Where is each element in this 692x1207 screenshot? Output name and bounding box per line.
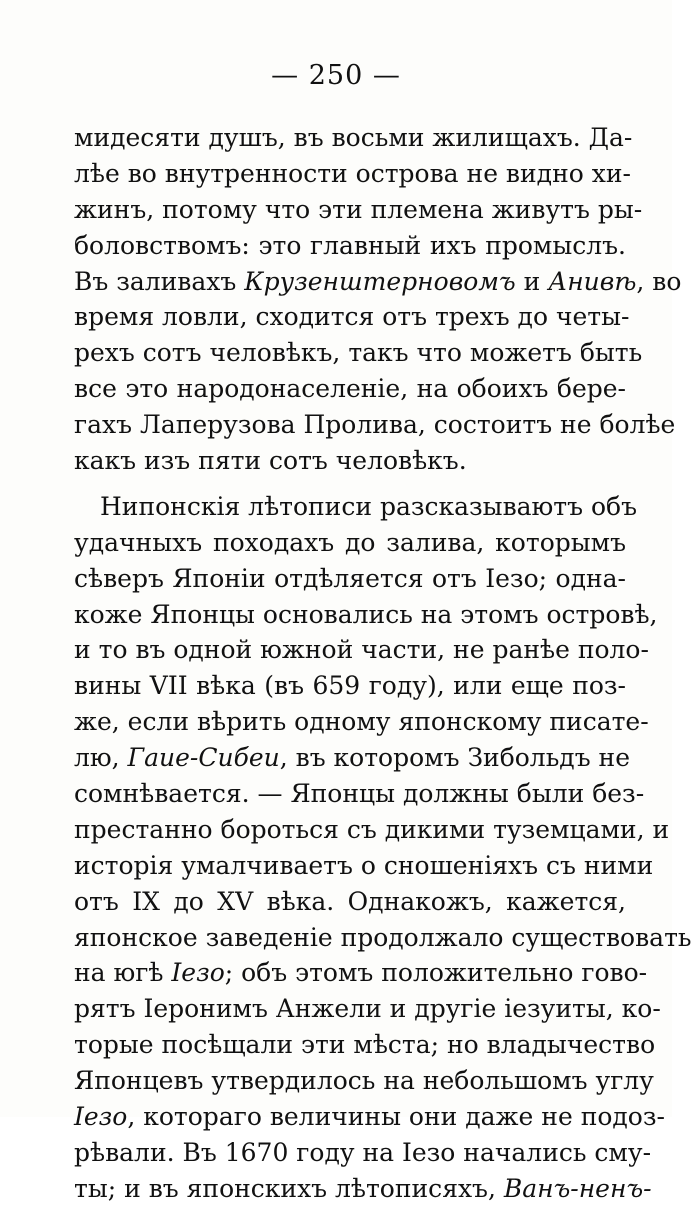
text-line	[74, 407, 676, 443]
text-segment: мидесяти душъ, въ восьми жилищахъ. Да-	[74, 123, 633, 152]
text-line	[74, 120, 633, 156]
text-segment: коже Японцы основались на этомъ островѣ,	[74, 599, 658, 629]
text-line	[74, 156, 631, 192]
text-segment: сомнѣвается. — Японцы должны были без-	[74, 779, 645, 809]
text-line	[74, 632, 649, 668]
text-line	[74, 1171, 652, 1207]
text-segment: время ловли, сходится отъ трехъ до четы-	[74, 302, 630, 332]
text-segment: престанно бороться съ дикими туземцами, и	[74, 814, 670, 844]
text-line	[74, 884, 626, 920]
text-segment: сѣверъ Японіи отдѣляется отъ Іезо; одна-	[74, 563, 626, 593]
text-line	[74, 597, 658, 633]
text-segment: лѣе во внутренности острова не видно хи-	[74, 158, 631, 188]
italic-text: Гаие-Сибеи	[127, 743, 280, 773]
text-line	[74, 812, 670, 848]
text-segment: Нипонскія лѣтописи разсказываютъ объ	[100, 491, 637, 521]
text-line	[74, 489, 637, 525]
text-segment: , во	[636, 266, 682, 296]
text-segment: ; объ этомъ положительно гово-	[224, 958, 648, 988]
text-segment: лю,	[74, 743, 128, 773]
text-segment: торые посѣщали эти мѣста; но владычество	[74, 1030, 656, 1060]
text-segment: рятъ Іеронимъ Анжели и другіе іезуиты, ко-	[74, 994, 661, 1024]
text-line	[74, 561, 626, 597]
italic-text: Іезо	[74, 1102, 128, 1132]
italic-text: Крузенштерновомъ	[244, 266, 516, 296]
text-segment: рѣвали. Въ 1670 году на Іезо начались сму-	[74, 1137, 652, 1167]
text-line	[74, 920, 692, 956]
text-segment: ты; и въ японскихъ лѣтописяхъ,	[74, 1173, 504, 1203]
page-number: — 250 —	[271, 60, 401, 91]
italic-text: Ванъ-ненъ-	[503, 1173, 652, 1203]
text-segment: Въ заливахъ	[74, 266, 245, 296]
body-text	[74, 120, 692, 1207]
text-line	[74, 192, 643, 228]
text-segment: исторія умалчиваетъ о сношеніяхъ съ ними	[74, 850, 654, 880]
text-segment: отъ IX до XV вѣка. Однакожъ, кажется,	[74, 886, 626, 916]
text-line	[74, 668, 626, 704]
text-line	[74, 228, 626, 264]
text-line	[74, 1063, 654, 1099]
text-line	[74, 740, 631, 776]
text-segment: вины VII вѣка (въ 659 году), или еще поз-	[74, 671, 626, 701]
text-segment: и то въ одной южной части, не ранѣе поло-	[74, 635, 649, 665]
text-segment: Японцевъ утвердилось на небольшомъ углу	[74, 1066, 654, 1096]
text-line	[74, 371, 626, 407]
text-line	[74, 443, 626, 479]
text-line	[74, 1099, 665, 1135]
text-segment: на югѣ	[74, 958, 172, 988]
text-segment: , въ которомъ Зибольдъ не	[279, 743, 631, 773]
text-segment: все это народонаселеніе, на обоихъ бере-	[74, 374, 626, 404]
text-segment: гахъ Лаперузова Пролива, состоитъ не болѣе	[74, 410, 676, 440]
text-line	[74, 776, 645, 812]
text-segment: , котораго величины они даже не подоз-	[127, 1102, 665, 1132]
text-line	[74, 1135, 652, 1171]
text-segment: удачныхъ походахъ до залива, которымъ	[74, 527, 626, 557]
text-line	[74, 848, 654, 884]
italic-text: Іезо	[171, 958, 225, 988]
text-line	[74, 704, 649, 740]
italic-text: Анивѣ	[548, 266, 637, 296]
text-line	[74, 335, 643, 371]
text-line	[74, 1027, 656, 1063]
text-segment: же, если вѣрить одному японскому писате-	[74, 707, 649, 737]
text-segment: японское заведеніе продолжало существовать	[74, 922, 692, 952]
text-line	[74, 264, 682, 300]
text-line	[74, 991, 661, 1027]
text-segment: и	[515, 266, 549, 296]
text-segment: какъ изъ пяти сотъ человѣкъ.	[74, 446, 467, 476]
text-line	[74, 955, 648, 991]
text-line	[74, 525, 626, 561]
text-segment: боловствомъ: это главный ихъ промыслъ.	[74, 230, 626, 260]
text-segment: жинъ, потому что эти племена живутъ ры-	[74, 194, 643, 224]
text-segment: рехъ сотъ человѣкъ, такъ что можетъ быть	[74, 338, 643, 368]
text-line	[74, 299, 630, 335]
